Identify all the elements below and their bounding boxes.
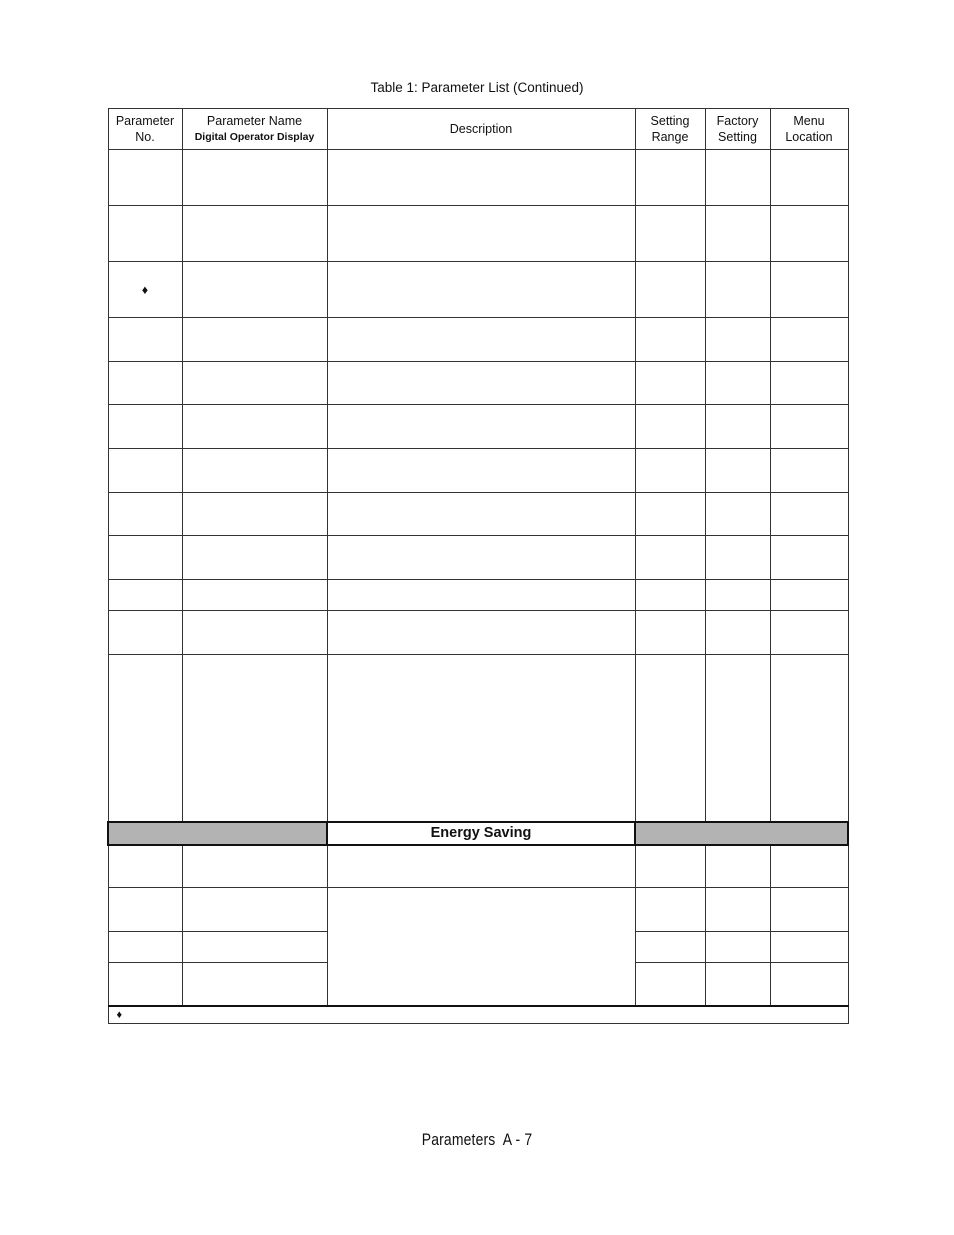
- header-subtext: Digital Operator Display: [194, 131, 315, 143]
- header-text: Menu: [793, 114, 825, 128]
- table-row: [108, 536, 848, 580]
- table-row: [108, 449, 848, 493]
- header-parameter-no: [108, 109, 182, 150]
- table-row: [108, 362, 848, 405]
- header-text: Range: [651, 130, 689, 144]
- table-row: [108, 888, 848, 932]
- header-text: Parameter: [115, 114, 175, 128]
- header-text: Setting: [718, 130, 757, 144]
- table-row: [108, 845, 848, 888]
- table-row: [108, 262, 848, 318]
- header-text: No.: [135, 130, 155, 144]
- page-footer: [86, 1130, 868, 1150]
- section-shade-left: [108, 822, 327, 845]
- table-header-row: [108, 109, 848, 150]
- section-title: Energy Saving: [327, 822, 635, 845]
- header-text: Setting: [650, 114, 690, 128]
- header-text: Factory: [716, 114, 759, 128]
- table-row: [108, 318, 848, 362]
- section-shade-right: [635, 822, 848, 845]
- footer-label: Parameters: [421, 1130, 496, 1149]
- header-description: Description: [327, 109, 635, 150]
- header-parameter-name: [182, 109, 327, 150]
- merged-description-cell: [327, 888, 635, 1006]
- table-row: [108, 405, 848, 449]
- table-row: [108, 493, 848, 536]
- header-setting-range: [635, 109, 705, 150]
- footnote-row: [108, 1006, 848, 1024]
- table-caption: Table 1: Parameter List (Continued): [370, 80, 584, 95]
- header-menu-location: [770, 109, 848, 150]
- diamond-marker: ♦: [108, 262, 182, 318]
- parameter-table: [107, 108, 849, 1024]
- header-text: Location: [785, 130, 833, 144]
- table-row: [108, 580, 848, 611]
- table-row: [108, 150, 848, 206]
- header-text: Parameter Name: [206, 114, 303, 128]
- footnote-marker: ♦: [108, 1006, 848, 1024]
- page-number: A - 7: [502, 1130, 533, 1149]
- header-factory-setting: [705, 109, 770, 150]
- section-row-energy-saving: [108, 822, 848, 845]
- table-row: [108, 611, 848, 655]
- table-row: [108, 206, 848, 262]
- table-row: [108, 655, 848, 822]
